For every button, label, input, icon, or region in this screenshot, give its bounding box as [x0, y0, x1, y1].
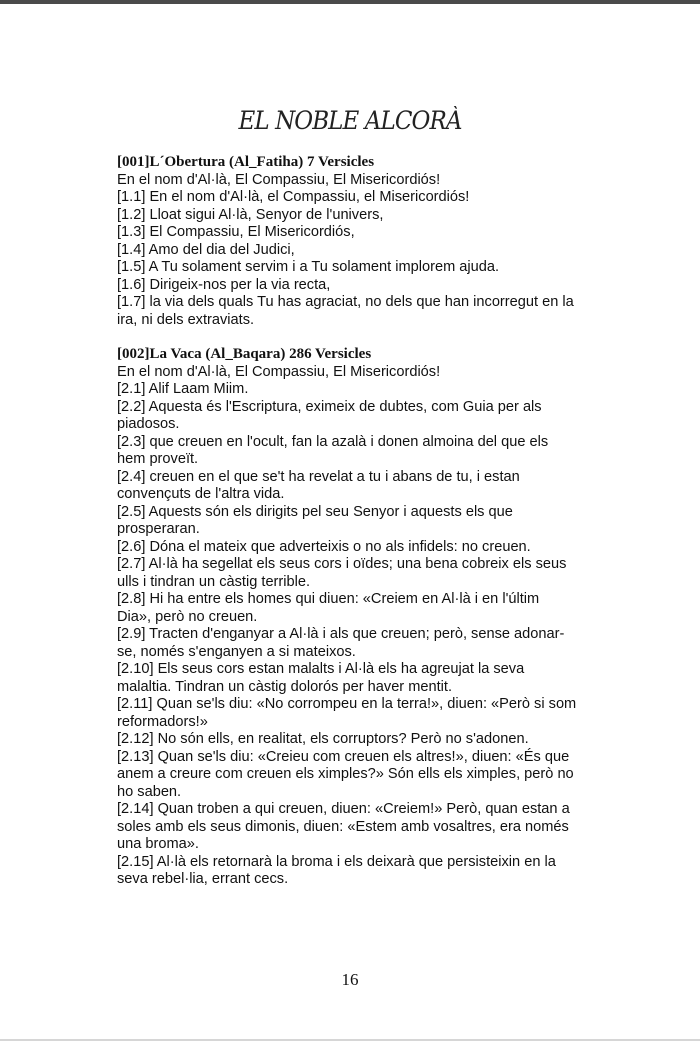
verse-line: [1.6] Dirigeix-nos per la via recta,: [117, 276, 331, 293]
verse-line: [2.8] Hi ha entre els homes qui diuen: «Creiem en Al·là i en l'últim Dia», però no creuen.: [117, 591, 540, 625]
verse-line: [2.1] Alif Laam Miim.: [117, 381, 249, 397]
verse-line: [2.11] Quan se'ls diu: «No corrompeu en la terra!», diuen: «Però si som reformadors!»: [117, 696, 577, 730]
chapter-heading: [002]La Vaca (Al_Baqara) 286 Versicles: [117, 346, 372, 362]
verse-line: [2.4] creuen en el que se't ha revelat a tu i abans de tu, i estan convençuts de l'altra vida.: [117, 468, 520, 502]
verse-line: [1.4] Amo del dia del Judici,: [117, 241, 295, 258]
verse-line: [2.10] Els seus cors estan malalts i Al·là els ha agreujat la seva malaltia. Tindran un càstig dolorós per haver mentit.: [117, 661, 525, 695]
book-title: EL NOBLE ALCORÀ: [238, 106, 462, 135]
verse-line: [1.1] En el nom d'Al·là, el Compassiu, el Misericordiós!: [117, 189, 470, 205]
verse-line: [1.3] El Compassiu, El Misericordiós,: [117, 224, 355, 240]
verse-line: [2.3] que creuen en l'ocult, fan la azalà i donen almoina del que els hem proveït.: [117, 433, 549, 467]
bottom-edge-line: [0, 1039, 700, 1041]
verse-line: [2.15] Al·là els retornarà la broma i els deixarà que persisteixin en la seva rebel·lia, errant cecs.: [117, 853, 556, 887]
verse-line: [2.5] Aquests són els dirigits pel seu Senyor i aquests els que prosperaran.: [117, 503, 513, 537]
verse-line: [2.9] Tracten d'enganyar a Al·là i als que creuen; però, sense adonar-se, només s'enganyen a si mateixos.: [117, 626, 565, 660]
verse-line: [2.13] Quan se'ls diu: «Creieu com creuen els altres!», diuen: «És que anem a creure com creuen els ximples?» Són ells els ximples, però no ho saben.: [117, 748, 574, 800]
chapter-section-001: [117, 154, 577, 329]
verse-line: [2.2] Aquesta és l'Escriptura, eximeix de dubtes, com Guia per als piadosos.: [117, 398, 542, 432]
verse-line: [2.7] Al·là ha segellat els seus cors i oïdes; una bena cobreix els seus ulls i tindran un càstig terrible.: [117, 556, 567, 590]
verse-line: [1.7] la via dels quals Tu has agraciat, no dels que han incorregut en la ira, ni dels extraviats.: [117, 294, 574, 328]
page-content: [117, 154, 577, 889]
verse-line: En el nom d'Al·là, El Compassiu, El Misericordiós!: [117, 171, 441, 188]
verse-line: [2.14] Quan troben a qui creuen, diuen: «Creiem!» Però, quan estan a soles amb els seus dimonis, diuen: «Estem amb vosaltres, era només una broma».: [117, 801, 570, 852]
chapter-section-002: [117, 346, 577, 889]
chapter-heading: [001]L´Obertura (Al_Fatiha) 7 Versicles: [117, 154, 375, 170]
verse-line: [2.12] No són ells, en realitat, els corruptors? Però no s'adonen.: [117, 731, 529, 747]
page-number: 16: [341, 970, 359, 989]
verse-line: En el nom d'Al·là, El Compassiu, El Misericordiós!: [117, 363, 441, 380]
verse-line: [1.2] Lloat sigui Al·là, Senyor de l'univers,: [117, 206, 384, 223]
verse-line: [2.6] Dóna el mateix que adverteixis o no als infidels: no creuen.: [117, 538, 531, 555]
verse-line: [1.5] A Tu solament servim i a Tu solament implorem ajuda.: [117, 259, 500, 275]
